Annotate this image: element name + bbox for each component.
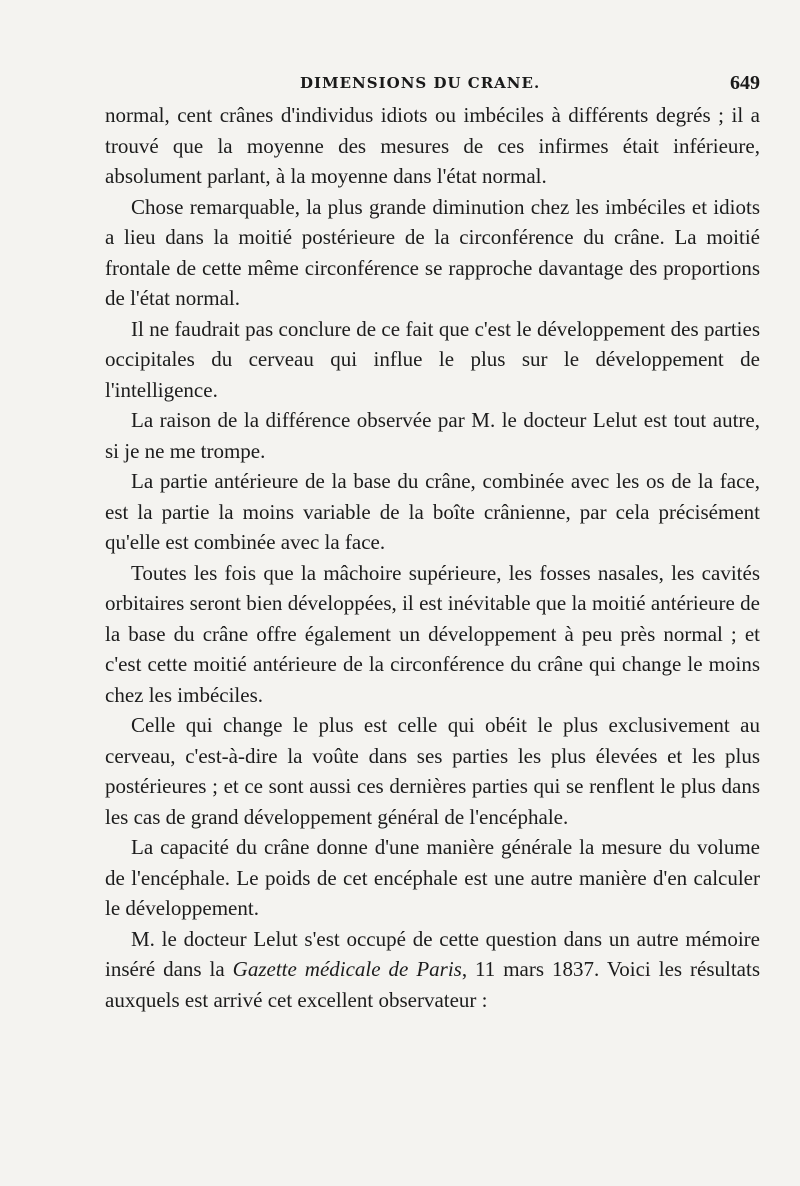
running-head: DIMENSIONS DU CRANE. [300, 74, 541, 92]
page-header [105, 74, 760, 100]
paragraph-7: Celle qui change le plus est celle qui obéit le plus exclusivement au cerveau, c'est-à-dire la voûte dans ses parties les plus élevées et les plus postérieures ; et ce sont aussi ces dernières parties qui se renflent le plus dans les cas de grand développement général de l'encéphale. [105, 713, 760, 829]
journal-title: Gazette médicale de Paris [232, 957, 462, 981]
page-number: 649 [730, 72, 760, 94]
paragraph-9 [105, 924, 760, 1016]
paragraph-8: La capacité du crâne donne d'une manière générale la mesure du volume de l'encéphale. Le poids de cet encéphale est une autre manière d'en calculer le développement. [105, 835, 760, 920]
paragraph-1: normal, cent crânes d'individus idiots ou imbéciles à différents degrés ; il a trouvé que la moyenne des mesures de ces infirmes était inférieure, absolument parlant, à la moyenne dans l'état normal. [105, 103, 760, 188]
paragraph-9-end: , 11 mars 1837. Voici les résultats auxquels est arrivé cet excellent observateur : [105, 957, 760, 1012]
body-text [105, 100, 760, 1015]
paragraph-3: Il ne faudrait pas conclure de ce fait que c'est le développement des parties occipitales du cerveau qui influe le plus sur le développement de l'intelligence. [105, 316, 760, 402]
paragraph-9-start: M. le docteur Lelut s'est occupé de cette question dans un autre mémoire inséré dans la [105, 926, 760, 981]
paragraph-4: La raison de la différence observée par M. le docteur Lelut est tout autre, si je ne me trompe. [105, 408, 760, 463]
paragraph-5: La partie antérieure de la base du crâne, combinée avec les os de la face, est la partie la moins variable de la boîte crânienne, par cela précisément qu'elle est combinée avec la face. [105, 469, 760, 554]
paragraph-6: Toutes les fois que la mâchoire supérieure, les fosses nasales, les cavités orbitaires seront bien développées, il est inévitable que la moitié antérieure de la base du crâne offre également un développement à peu près normal ; et c'est cette moitié antérieure de la circonférence du crâne qui change le moins chez les imbéciles. [105, 560, 760, 707]
paragraph-2: Chose remarquable, la plus grande diminution chez les imbéciles et idiots a lieu dans la moitié postérieure de la circonférence du crâne. La moitié frontale de cette même circonférence se rapproche davantage des proportions de l'état normal. [105, 194, 760, 310]
